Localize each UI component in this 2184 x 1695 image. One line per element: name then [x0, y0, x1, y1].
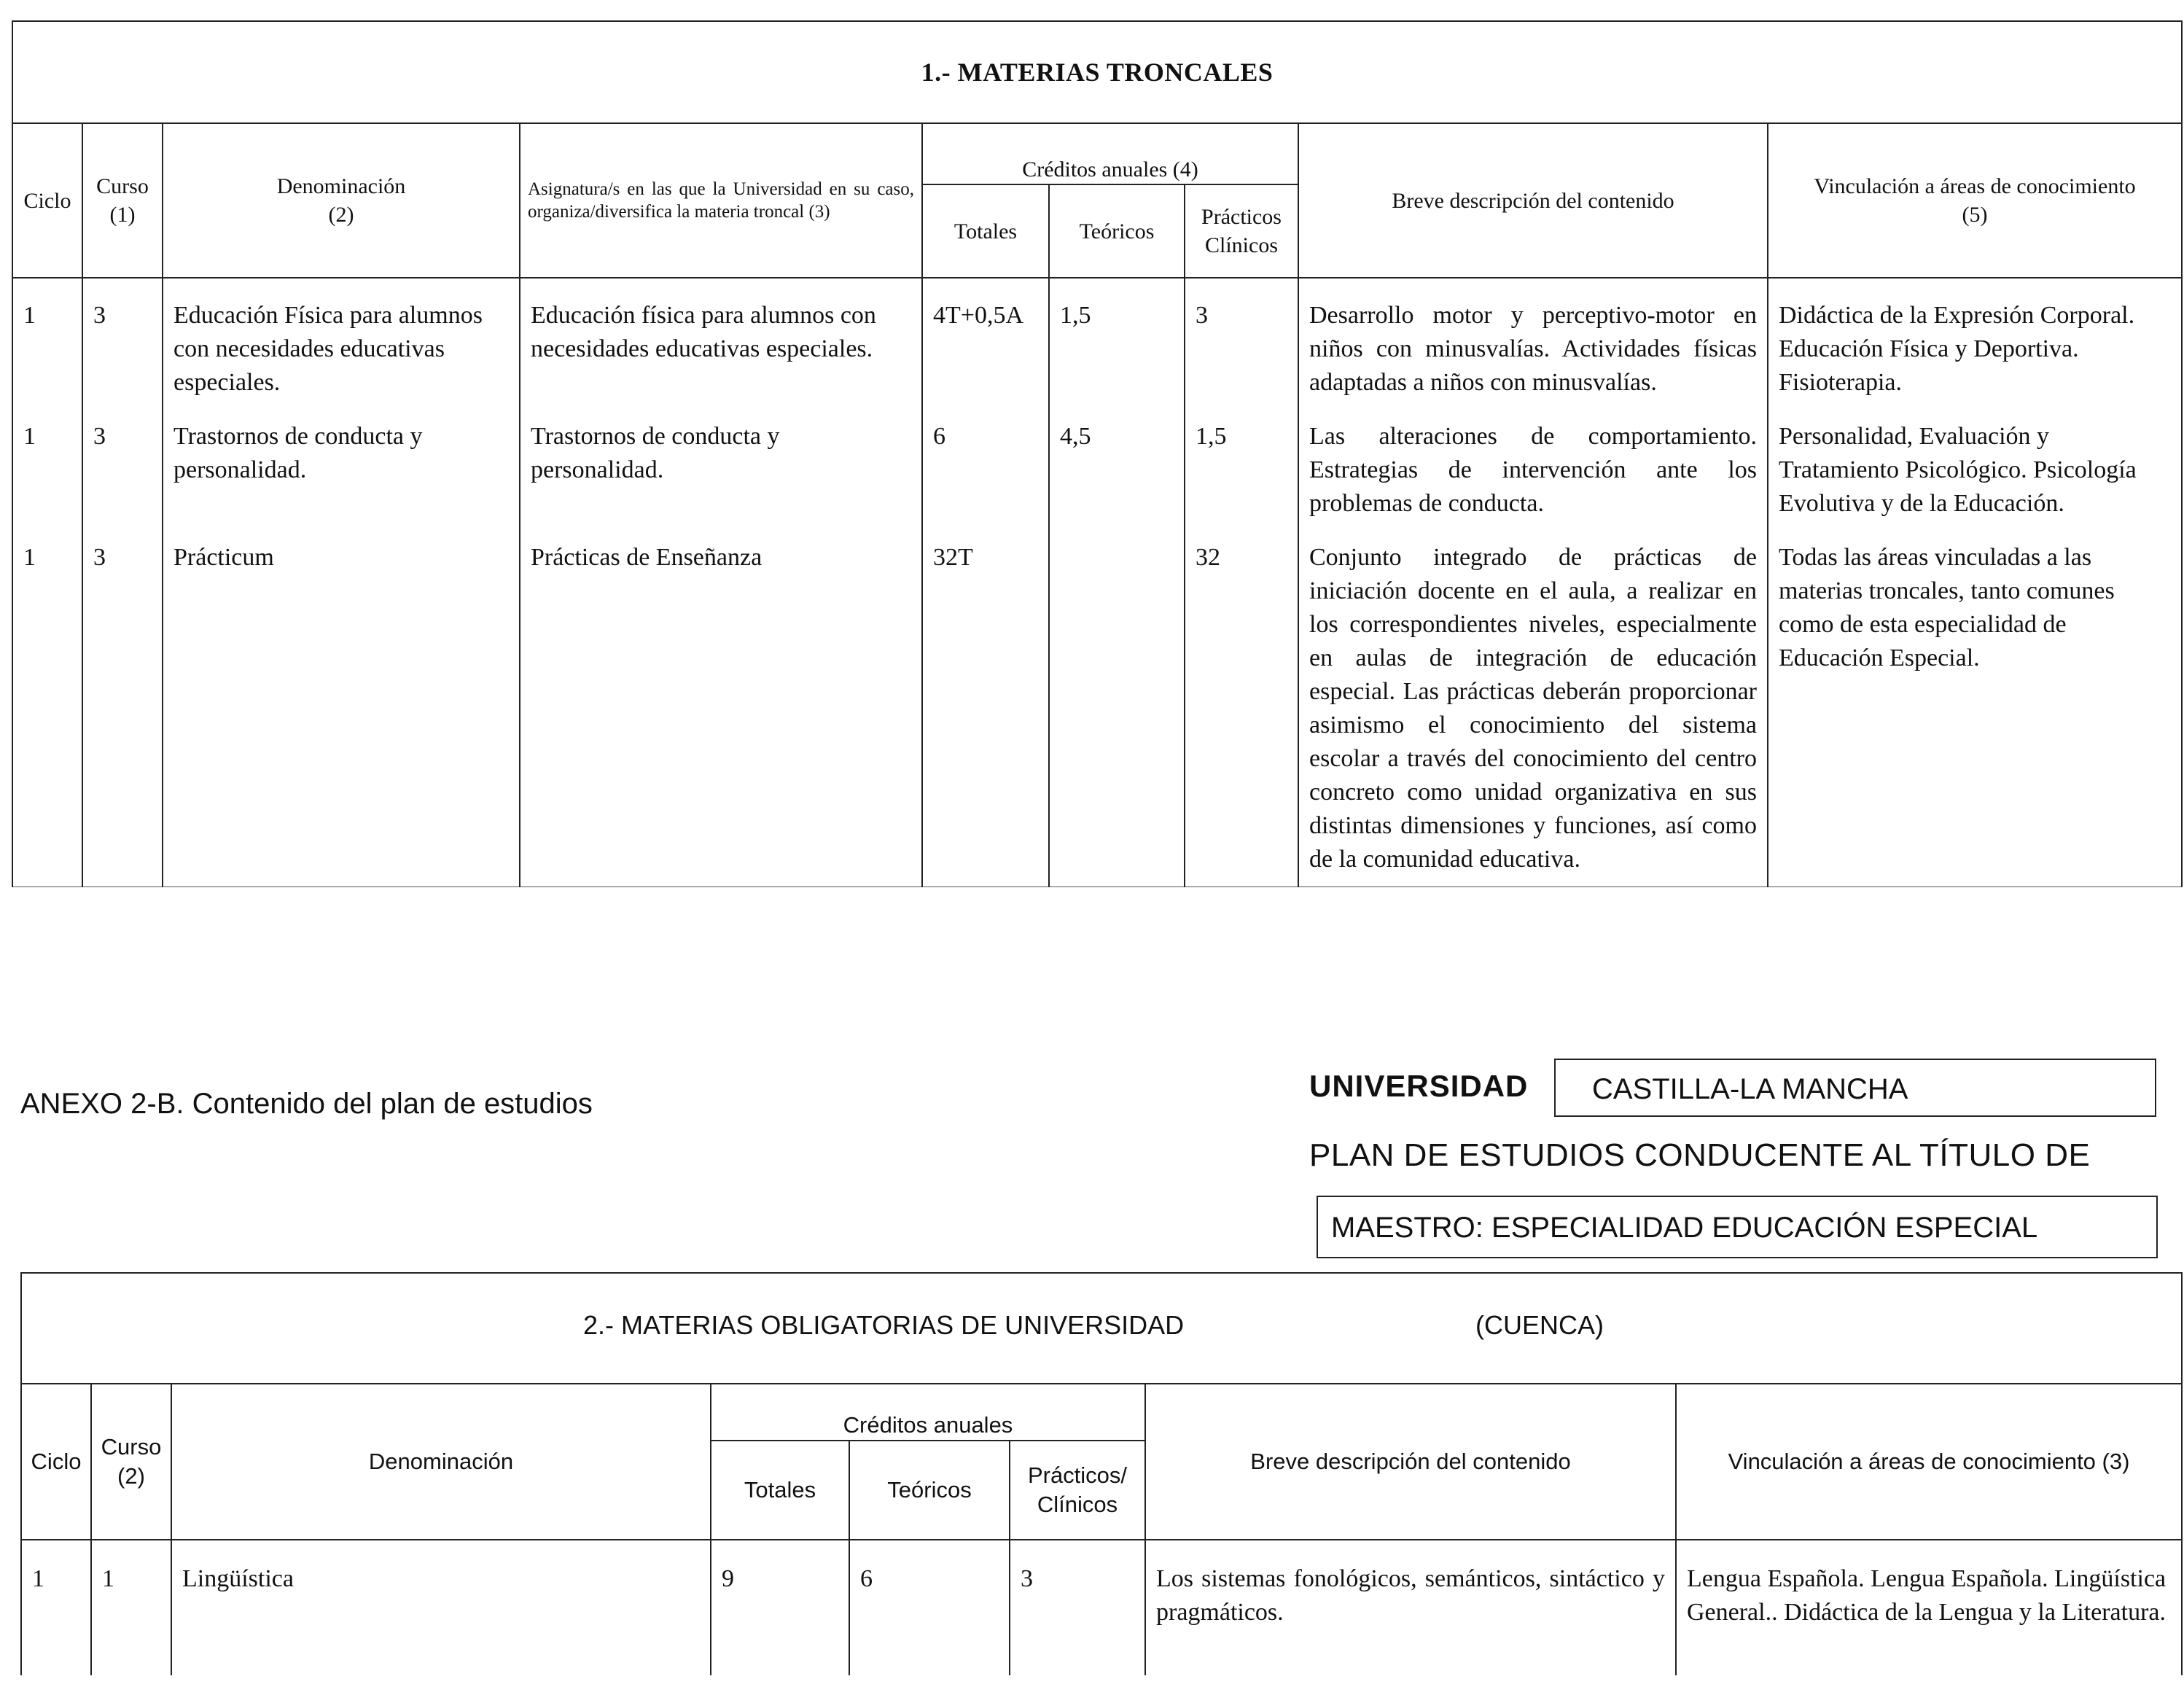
header-curso: Curso (1)	[82, 123, 163, 278]
cell-asignatura: Prácticas de Enseñanza	[520, 531, 922, 887]
cell-ciclo: 1	[12, 531, 82, 887]
cell-asignatura: Trastornos de conducta y personalidad.	[520, 410, 922, 531]
troncales-table	[12, 20, 2183, 887]
cell-denominacion: Educación Física para alumnos con necesidades educativas especiales.	[163, 278, 520, 410]
header-teoricos: Teóricos	[1049, 184, 1185, 278]
cell-vinculacion: Didáctica de la Expresión Corporal. Educación Física y Deportiva. Fisioterapia.	[1768, 278, 2182, 410]
cell-practicos: 3	[1185, 278, 1298, 410]
cell-curso: 3	[82, 410, 163, 531]
header-teoricos: Teóricos	[849, 1441, 1010, 1540]
cell-teoricos: 6	[849, 1540, 1010, 1675]
cell-practicos: 32	[1185, 531, 1298, 887]
header-totales: Totales	[922, 184, 1049, 278]
header-ciclo: Ciclo	[12, 123, 82, 278]
cell-curso: 3	[82, 278, 163, 410]
cell-denominacion: Trastornos de conducta y personalidad.	[163, 410, 520, 531]
cell-practicos: 3	[1010, 1540, 1145, 1675]
cell-ciclo: 1	[21, 1540, 91, 1675]
cell-ciclo: 1	[12, 278, 82, 410]
universidad-label: UNIVERSIDAD	[1309, 1069, 1529, 1103]
header-denominacion: Denominación (2)	[163, 123, 520, 278]
header-creditos: Créditos anuales (4)	[922, 123, 1298, 184]
plan-label: PLAN DE ESTUDIOS CONDUCENTE AL TÍTULO DE	[1309, 1137, 2091, 1173]
header-practicos: Prácticos/ Clínicos	[1010, 1441, 1145, 1540]
cell-curso: 1	[91, 1540, 171, 1675]
header-vinculacion: Vinculación a áreas de conocimiento (3)	[1676, 1384, 2182, 1540]
header-creditos: Créditos anuales	[711, 1384, 1145, 1441]
cell-denominacion: Lingüística	[171, 1540, 711, 1675]
titulo-value: MAESTRO: ESPECIALIDAD EDUCACIÓN ESPECIAL	[1317, 1196, 2158, 1258]
table-row	[21, 1540, 2182, 1675]
cell-vinculacion: Todas las áreas vinculadas a las materias troncales, tanto comunes como de esta especialidad de Educación Especial.	[1768, 531, 2182, 887]
cell-totales: 6	[922, 410, 1049, 531]
cell-vinculacion: Lengua Española. Lengua Española. Lingüística General.. Didáctica de la Lengua y la Literatura.	[1676, 1540, 2182, 1675]
header-ciclo: Ciclo	[21, 1384, 91, 1540]
cell-teoricos	[1049, 531, 1185, 887]
table-row	[12, 278, 2182, 410]
section2-title-cell	[21, 1273, 2182, 1384]
cell-teoricos: 4,5	[1049, 410, 1185, 531]
cell-descripcion: Conjunto integrado de prácticas de iniciación docente en el aula, a realizar en los correspondientes niveles, especialmente en aulas de integración de educación especial. Las prácticas deberán proporcionar asimismo el conocimiento del sistema escolar a través del conocimiento del centro concreto como unidad organizativa en sus distintas dimensiones y funciones, así como de la comunidad educativa.	[1298, 531, 1768, 887]
header-practicos: Prácticos Clínicos	[1185, 184, 1298, 278]
cell-vinculacion: Personalidad, Evaluación y Tratamiento Psicológico. Psicología Evolutiva y de la Educación.	[1768, 410, 2182, 531]
cell-descripcion: Los sistemas fonológicos, semánticos, sintáctico y pragmáticos.	[1145, 1540, 1676, 1675]
header-denominacion: Denominación	[171, 1384, 711, 1540]
cell-practicos: 1,5	[1185, 410, 1298, 531]
header-descripcion: Breve descripción del contenido	[1145, 1384, 1676, 1540]
cell-ciclo: 1	[12, 410, 82, 531]
cell-descripcion: Las alteraciones de comportamiento. Estrategias de intervención ante los problemas de conducta.	[1298, 410, 1768, 531]
cell-teoricos: 1,5	[1049, 278, 1185, 410]
cell-descripcion: Desarrollo motor y perceptivo-motor en niños con minusvalías. Actividades físicas adaptadas a niños con minusvalías.	[1298, 278, 1768, 410]
annex-title: ANEXO 2-B. Contenido del plan de estudios	[20, 1088, 593, 1120]
header-totales: Totales	[711, 1441, 849, 1540]
cell-curso: 3	[82, 531, 163, 887]
table-row	[12, 410, 2182, 531]
cell-asignatura: Educación física para alumnos con necesidades educativas especiales.	[520, 278, 922, 410]
table-row	[12, 531, 2182, 887]
cell-totales: 9	[711, 1540, 849, 1675]
cell-totales: 32T	[922, 531, 1049, 887]
section2-title: 2.- MATERIAS OBLIGATORIAS DE UNIVERSIDAD	[583, 1310, 1185, 1340]
cell-totales: 4T+0,5A	[922, 278, 1049, 410]
cell-denominacion: Prácticum	[163, 531, 520, 887]
section1-title: 1.- MATERIAS TRONCALES	[12, 21, 2182, 123]
header-vinculacion: Vinculación a áreas de conocimiento (5)	[1768, 123, 2182, 278]
obligatorias-table	[20, 1272, 2183, 1675]
header-descripcion: Breve descripción del contenido	[1298, 123, 1768, 278]
universidad-value: CASTILLA-LA MANCHA	[1554, 1059, 2156, 1117]
header-curso: Curso (2)	[91, 1384, 171, 1540]
header-asignatura: Asignatura/s en las que la Universidad en su caso, organiza/diversifica la materia troncal (3)	[520, 123, 922, 278]
section2-campus: (CUENCA)	[1475, 1310, 1604, 1340]
